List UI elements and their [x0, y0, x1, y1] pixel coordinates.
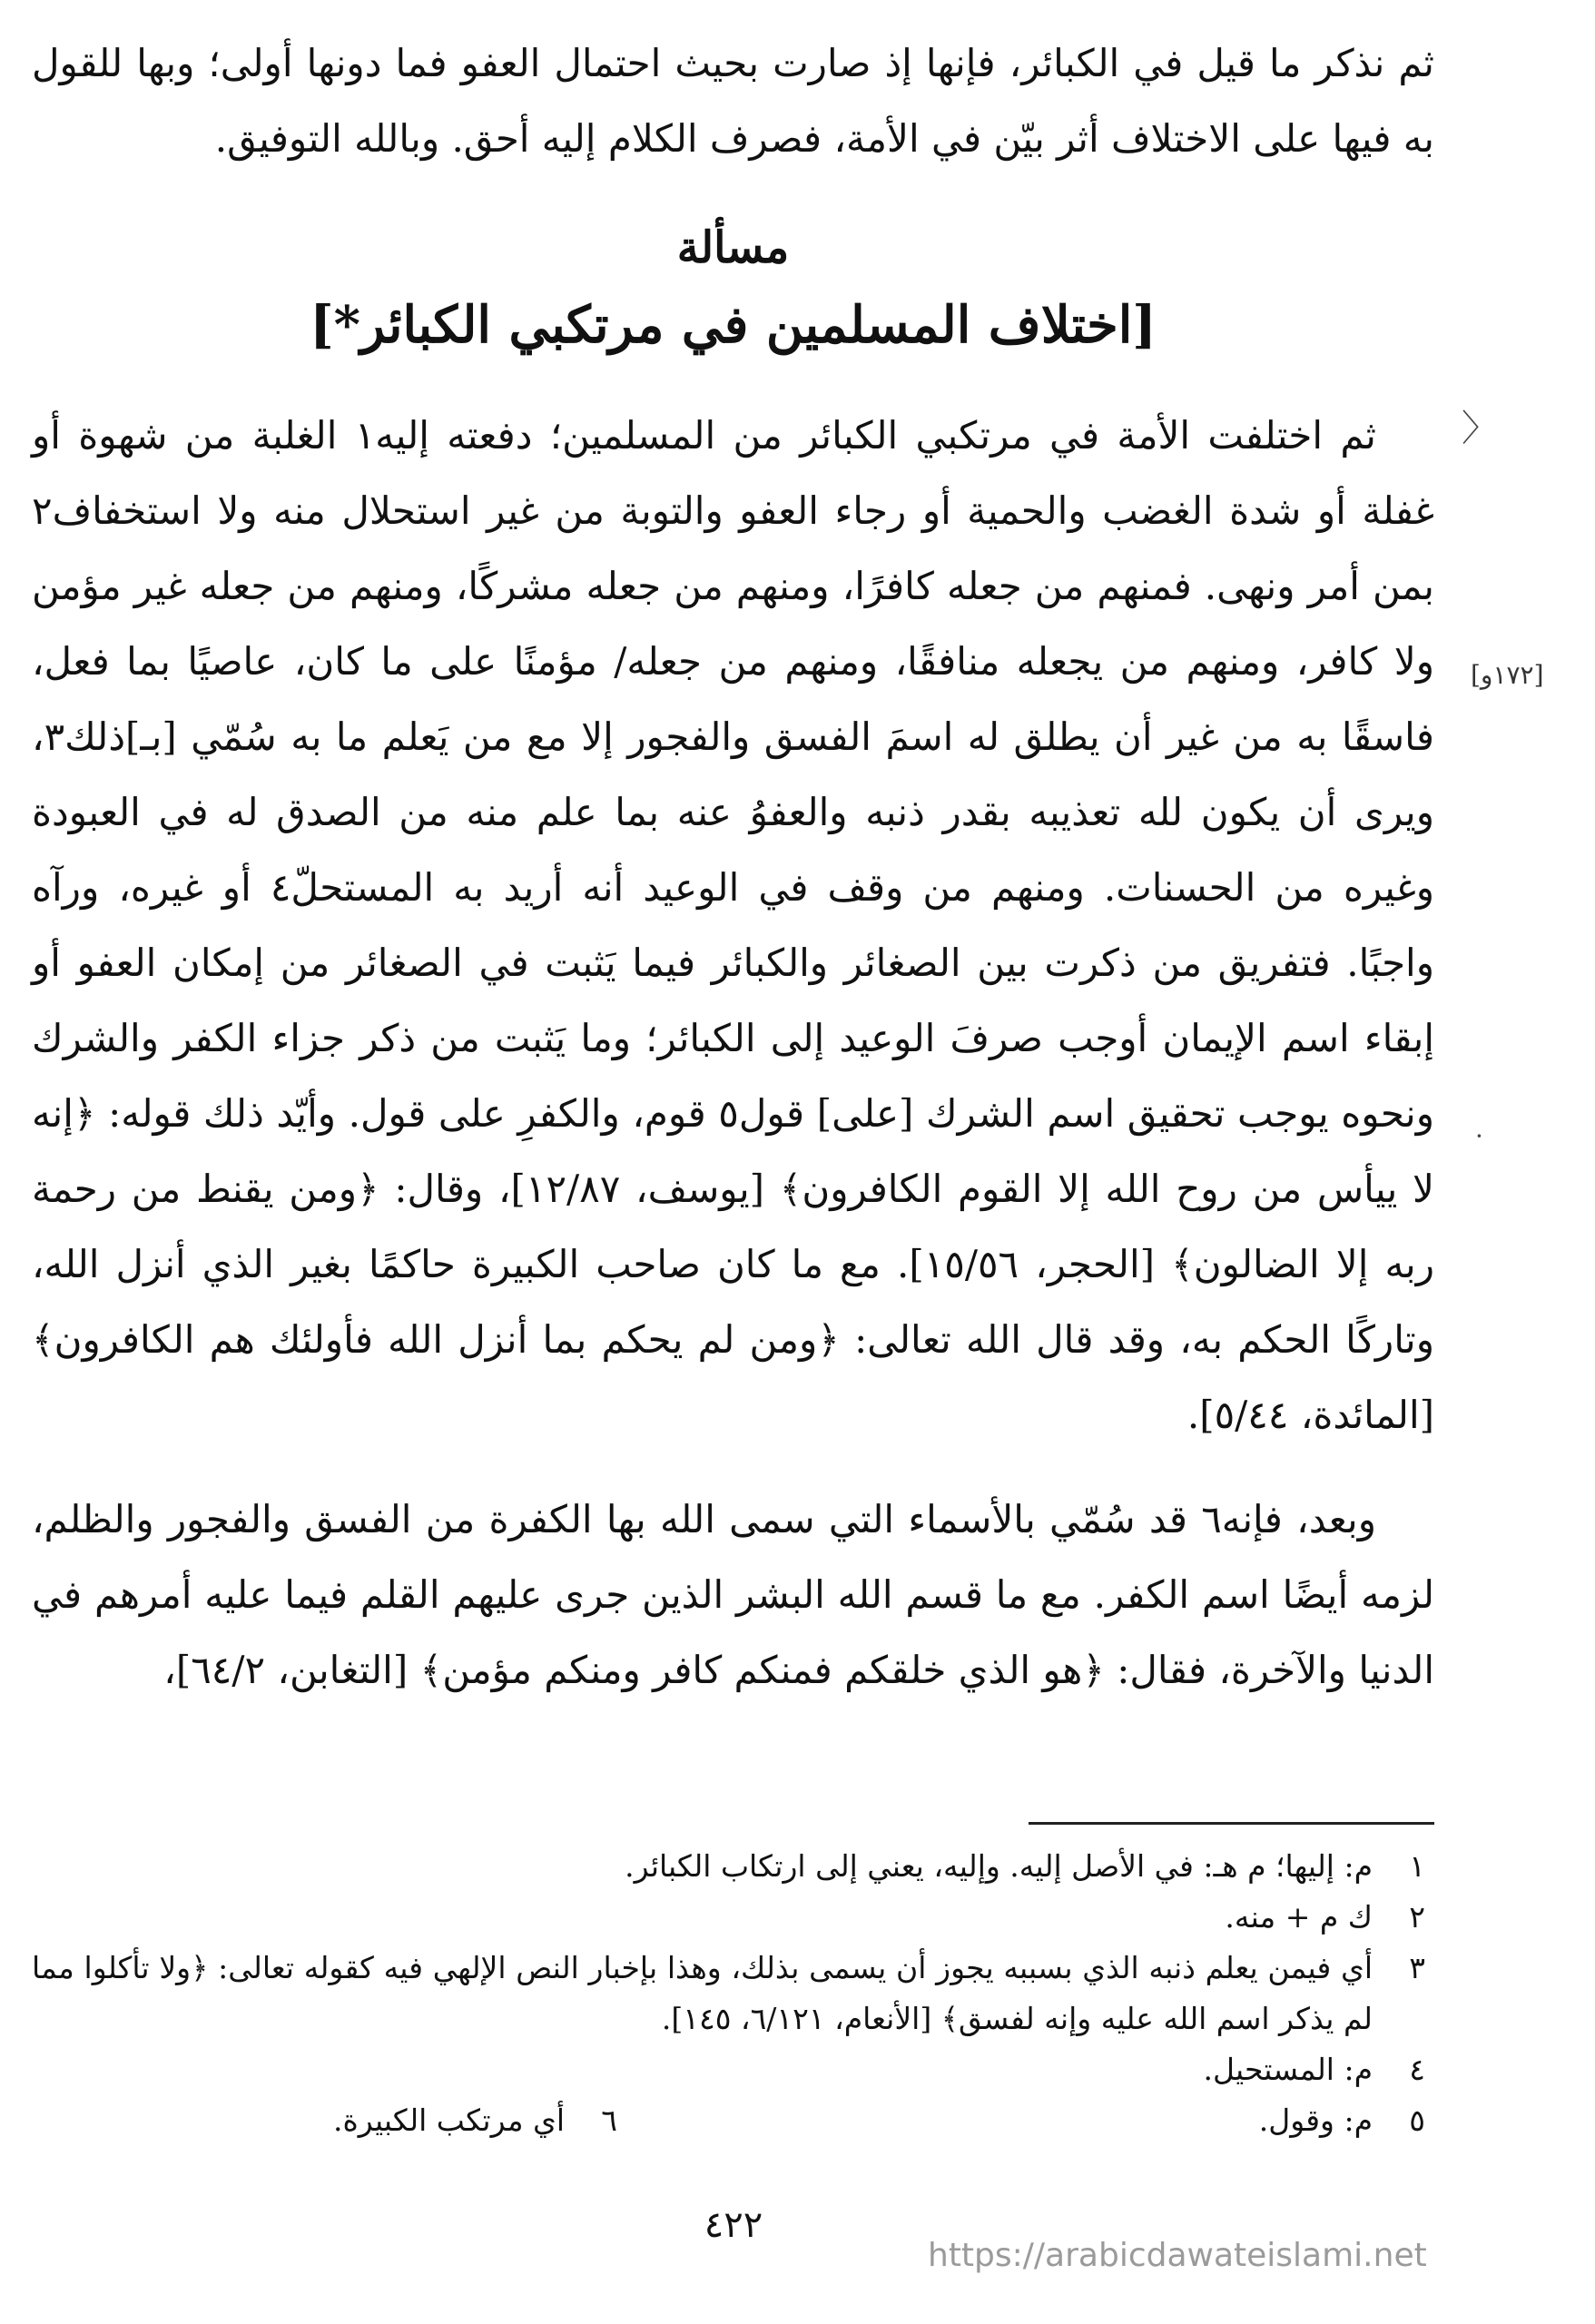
footnote-number: ٣ — [1409, 1950, 1425, 1985]
footnote — [1259, 2095, 1434, 2146]
footnote-text: أي مرتكب الكبيرة. — [332, 2102, 565, 2138]
page-number: ٤٢٢ — [704, 2204, 763, 2246]
footnote-number: ٦ — [601, 2102, 617, 2138]
footnote-text: أي فيمن يعلم ذنبه الذي بسببه يجوز أن يسمى بذلك، وهذا بإخبار النص الإلهي فيه كقوله تعالى: ﴿ولا تأكلوا مما لم يذكر اسم الله عليه وإنه لفسق﴾ [الأنعام، ٦/١٢١، ١٤٥]. — [32, 1950, 1373, 2036]
margin-bracket-mark: 〈 — [1462, 408, 1498, 449]
footnote — [32, 1892, 1434, 1943]
section-title: مسألة — [676, 222, 790, 273]
footnote-number: ٢ — [1409, 1899, 1425, 1935]
main-paragraph: ثم اختلفت الأمة في مرتكبي الكبائر من المسلمين؛ دفعته إليه١ الغلبة من شهوة أو غفلة أو شدة الغضب والحمية أو رجاء العفو والتوبة من غير استحلال منه ولا استخفاف٢ بمن أمر ونهى. فمنهم من جعله كافرًا، ومنهم من جعله مشركًا، ومنهم من جعله غير مؤمن ولا كافر، ومنهم من يجعله منافقًا، ومنهم من جعله/ مؤمنًا على ما كان، عاصيًا بما فعل، فاسقًا به من غير أن يطلق له اسمَ الفسق والفجور إلا مع من يَعلم ما به سُمّي [بـ]ذلك٣، ويرى أن يكون لله تعذيبه بقدر ذنبه والعفوُ عنه بما علم منه من الصدق له في العبودة وغيره من الحسنات. ومنهم من وقف في الوعيد أنه أريد به المستحلّ٤ أو غيره، ورآه واجبًا. فتفريق من ذكرت بين الصغائر والكبائر فيما يَثبت في الصغائر من إمكان العفو أو إبقاء اسم الإيمان أوجب صرفَ الوعيد إلى الكبائر؛ وما يَثبت من ذكر جزاء الكفر والشرك ونحوه يوجب تحقيق اسم الشرك [على] قول٥ قوم، والكفرِ على قول. وأيّد ذلك قوله: ﴿إنه لا ييأس من روح الله إلا القوم الكافرون﴾ [يوسف، ١٢/٨٧]، وقال: ﴿ومن يقنط من رحمة ربه إلا الضالون﴾ [الحجر، ١٥/٥٦]. مع ما كان صاحب الكبيرة حاكمًا بغير الذي أنزل الله، وتاركًا الحكم به، وقد قال الله تعالى: ﴿ومن لم يحكم بما أنزل الله فأولئك هم الكافرون﴾ [المائدة، ٥/٤٤]. — [32, 413, 1434, 1437]
footnote-row — [32, 2095, 1434, 2152]
section-subtitle: [اختلاف المسلمين في مرتكبي الكبائر*] — [310, 295, 1157, 355]
footnotes — [32, 1841, 1434, 2152]
intro-paragraph: ثم نذكر ما قيل في الكبائر، فإنها إذ صارت بحيث احتمال العفو فما دونها أولى؛ وبها للقول به فيها على الاختلاف أثر بيّن في الأمة، فصرف الكلام إليه أحق. وبالله التوفيق. — [32, 41, 1434, 161]
footnote — [32, 1943, 1434, 2044]
footnote-text: م: إليها؛ م هـ: في الأصل إليه. وإليه، يعني إلى ارتكاب الكبائر. — [625, 1848, 1373, 1884]
footnote-text: م: المستحيل. — [1203, 2052, 1373, 2087]
footnote — [333, 2095, 626, 2146]
footnote-number: ٤ — [1409, 2052, 1425, 2087]
footnote — [32, 2044, 1434, 2095]
footnote-text: ك م + منه. — [1225, 1899, 1373, 1935]
watermark-url: https://arabicdawateislami.net — [928, 2237, 1427, 2274]
footnote-number: ٥ — [1409, 2102, 1425, 2138]
closing-paragraph: وبعد، فإنه٦ قد سُمّي بالأسماء التي سمى الله بها الكفرة من الفسق والفجور والظلم، لزمه أيضًا اسم الكفر. مع ما قسم الله البشر الذين جرى عليهم القلم فيما عليه أمرهم في الدنيا والآخرة، فقال: ﴿هو الذي خلقكم فمنكم كافر ومنكم مؤمن﴾ [التغابن، ٦٤/٢]، — [32, 1497, 1434, 1692]
footnote-number: ١ — [1409, 1848, 1425, 1884]
footnote-text: م: وقول. — [1258, 2102, 1373, 2138]
footnote — [32, 1841, 1434, 1892]
folio-reference: [١٧٢و] — [1471, 660, 1544, 690]
margin-dot-mark: · — [1475, 1121, 1483, 1151]
footnote-separator — [1029, 1822, 1434, 1825]
